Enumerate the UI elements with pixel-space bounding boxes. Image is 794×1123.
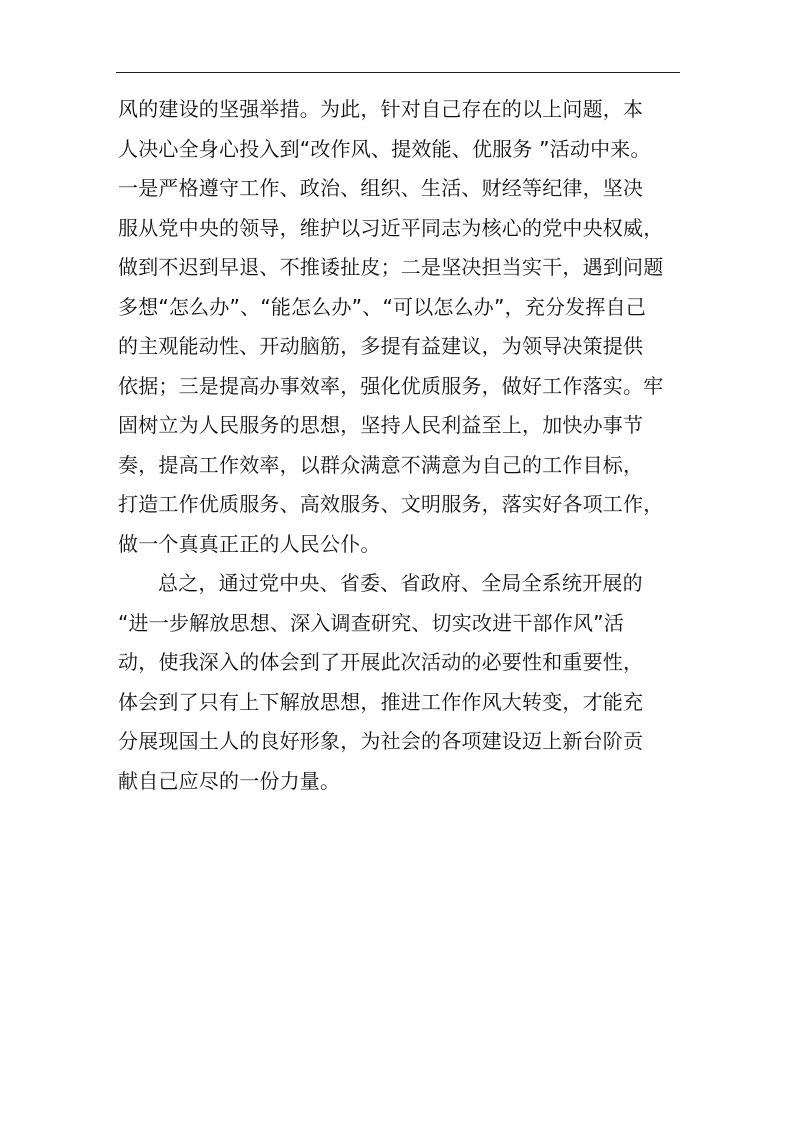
- text-line: “进一步解放思想、深入调查研究、切实改进干部作风”活: [118, 610, 624, 635]
- text-line: 人决心全身心投入到“改作风、提效能、优服务 ”活动中来。: [118, 136, 651, 161]
- text-line: 的主观能动性、开动脑筋，多提有益建议，为领导决策提供: [118, 334, 644, 358]
- text-line: 分展现国土人的良好形象，为社会的各项建设迈上新台阶贡: [118, 729, 644, 753]
- text-line: 奏，提高工作效率，以群众满意不满意为自己的工作目标，: [118, 452, 644, 477]
- text-line: 做一个真真正正的人民公仆。: [118, 531, 381, 556]
- text-line: 打造工作优质服务、高效服务、文明服务，落实好各项工作，: [118, 492, 664, 516]
- header-rule: [116, 72, 680, 73]
- paragraph-start-line: 总之，通过党中央、省委、省政府、全局全系统开展的: [158, 571, 643, 595]
- text-line: 风的建设的坚强举措。为此，针对自己存在的以上问题，本: [118, 97, 644, 121]
- text-line: 一是严格遵守工作、政治、组织、生活、财经等纪律，坚决: [118, 176, 644, 200]
- text-line: 服从党中央的领导，维护以习近平同志为核心的党中央权威，: [118, 215, 664, 240]
- text-line: 做到不迟到早退、不推诿扯皮；二是坚决担当实干，遇到问题: [118, 255, 664, 279]
- text-line: 依据；三是提高办事效率，强化优质服务，做好工作落实。牢: [118, 373, 664, 398]
- document-body: [118, 90, 688, 801]
- text-line: 献自己应尽的一份力量。: [118, 768, 341, 793]
- text-line: 体会到了只有上下解放思想，推进工作作风大转变，才能充: [118, 689, 644, 714]
- text-line: 固树立为人民服务的思想，坚持人民利益至上，加快办事节: [118, 413, 644, 437]
- text-line: 多想“怎么办”、“能怎么办”、“可以怎么办”，充分发挥自己: [118, 294, 646, 319]
- text-line: 动，使我深入的体会到了开展此次活动的必要性和重要性，: [118, 650, 644, 674]
